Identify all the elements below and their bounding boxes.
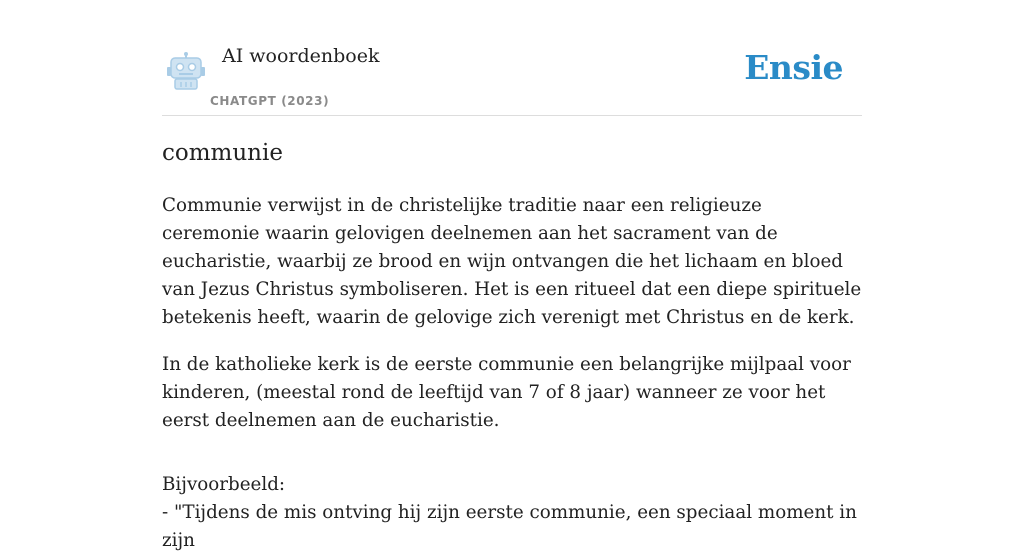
entry-definition	[162, 192, 862, 555]
definition-paragraph: Communie verwijst in de christelijke traditie naar een religieuze ceremonie waarin gelovigen deelnemen aan het sacrament van de eucharistie, waarbij ze brood en wijn ontvangen die het lichaam en bloed van Jezus Christus symboliseren. Het is een ritueel dat een diepe spirituele betekenis heeft, waarin de gelovige zich verenigt met Christus en de kerk.	[162, 195, 862, 328]
robot-icon	[166, 52, 206, 90]
ensie-logo[interactable]: Ensie	[744, 48, 843, 87]
dictionary-source: CHATGPT (2023)	[210, 94, 330, 108]
entry-term: communie	[162, 140, 283, 166]
example-line: - "Tijdens de mis ontving hij zijn eerste communie, een speciaal moment in zijn	[162, 502, 857, 551]
definition-paragraph: In de katholieke kerk is de eerste communie een belangrijke mijlpaal voor kinderen, (meestal rond de leeftijd van 7 of 8 jaar) wanneer ze voor het eerst deelnemen aan de eucharistie.	[162, 354, 851, 431]
dictionary-title[interactable]: AI woordenboek	[222, 45, 380, 67]
example-heading: Bijvoorbeeld:	[162, 474, 286, 495]
dictionary-header	[162, 0, 862, 116]
paragraph-spacer	[162, 454, 862, 471]
page-container	[162, 0, 862, 551]
